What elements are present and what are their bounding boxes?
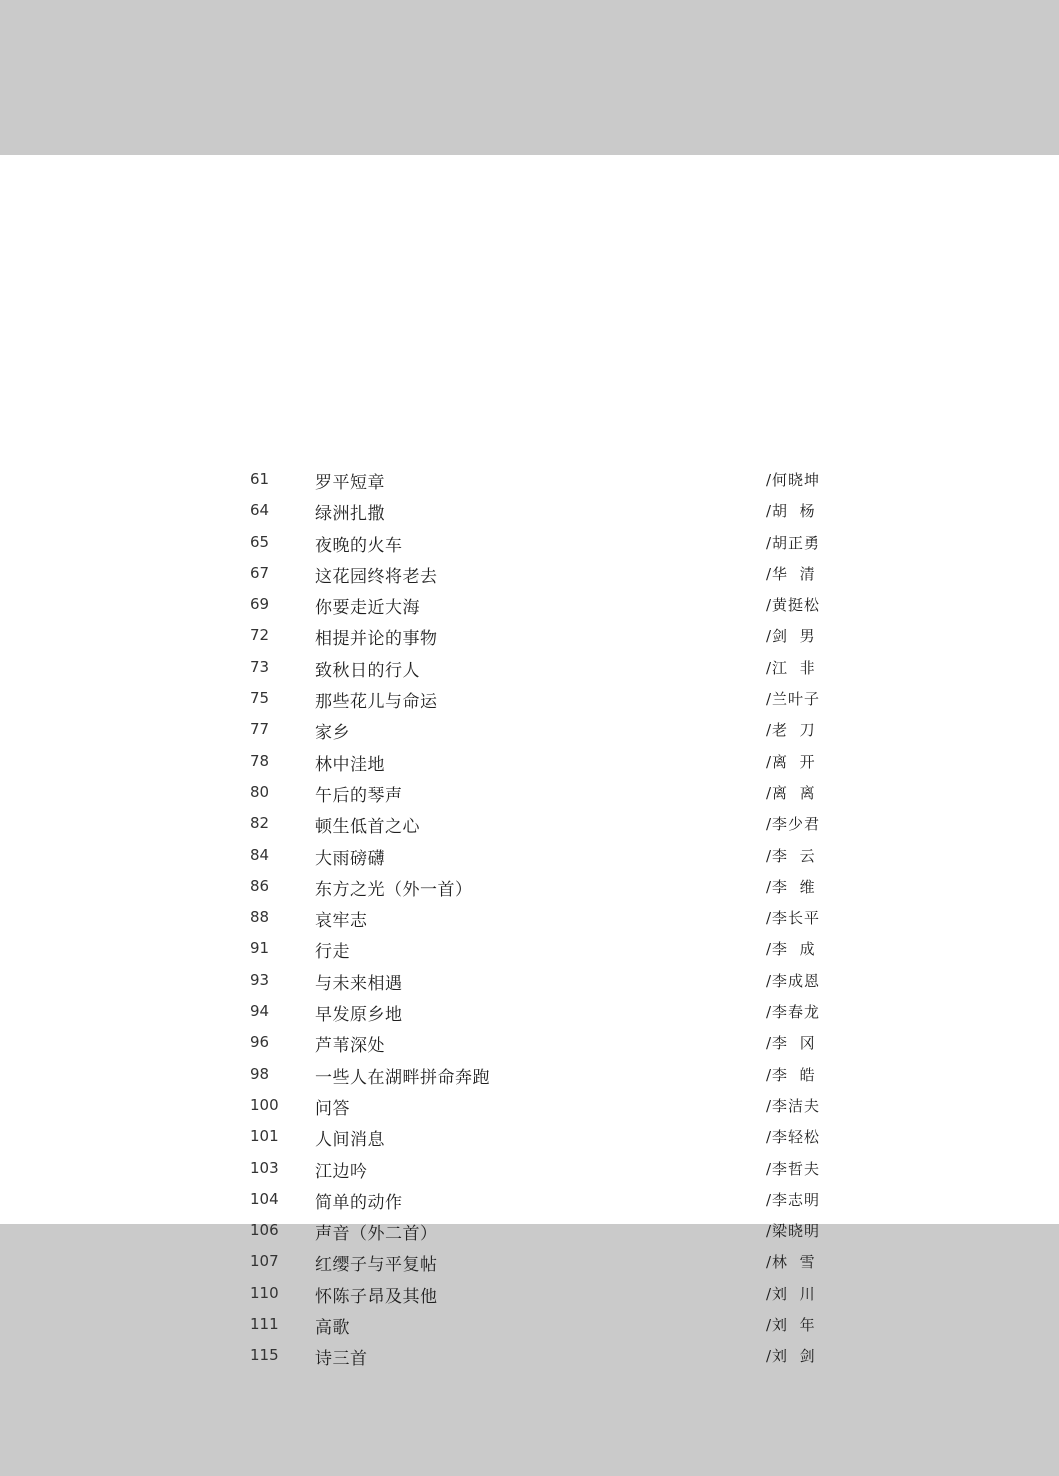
toc-title: 东方之光（外一首）: [315, 879, 473, 900]
toc-page-number: 96: [250, 1033, 270, 1052]
toc-entry: [0, 935, 1059, 966]
toc-page-number: 84: [250, 845, 270, 864]
toc-page-number: 75: [250, 689, 270, 708]
toc-title: 声音（外二首）: [315, 1224, 438, 1245]
toc-author: /老 刀: [766, 721, 816, 740]
toc-entry: [0, 497, 1059, 528]
toc-author: /兰叶子: [766, 690, 821, 709]
toc-title: 顿生低首之心: [315, 817, 420, 838]
toc-entry: [0, 716, 1059, 747]
toc-title: 你要走近大海: [315, 598, 420, 619]
toc-page-number: 61: [250, 470, 270, 488]
toc-entry: [0, 1280, 1059, 1311]
toc-page-number: 77: [250, 720, 270, 739]
toc-author: /胡正勇: [766, 533, 821, 552]
toc-entry: [0, 873, 1059, 904]
toc-title: 简单的动作: [315, 1192, 403, 1213]
table-of-contents: [0, 466, 1059, 1374]
toc-author: /离 开: [766, 752, 816, 771]
toc-author: /李 皓: [766, 1065, 816, 1084]
toc-title: 罗平短章: [315, 473, 385, 493]
toc-entry: [0, 560, 1059, 591]
toc-author: /刘 川: [766, 1284, 816, 1303]
toc-entry: [0, 1061, 1059, 1092]
toc-entry: [0, 1311, 1059, 1342]
toc-entry: [0, 842, 1059, 873]
toc-page-number: 65: [250, 532, 270, 551]
toc-title: 行走: [315, 942, 350, 963]
top-gray-band: [0, 0, 1059, 155]
toc-page-number: 98: [250, 1064, 270, 1083]
toc-entry: [0, 1342, 1059, 1373]
toc-entry: [0, 685, 1059, 716]
toc-title: 问答: [315, 1098, 350, 1119]
toc-author: /何晓坤: [766, 471, 821, 489]
toc-author: /离 离: [766, 783, 816, 802]
toc-entry: [0, 1092, 1059, 1123]
toc-page-number: 101: [250, 1127, 279, 1146]
toc-page-number: 106: [250, 1221, 279, 1240]
toc-title: 人间消息: [315, 1130, 385, 1151]
toc-author: /李长平: [766, 909, 821, 928]
toc-title: 怀陈子昂及其他: [315, 1286, 438, 1307]
toc-page-number: 86: [250, 876, 270, 895]
toc-author: /李 冈: [766, 1034, 816, 1053]
toc-page-number: 111: [250, 1315, 279, 1334]
toc-entry: [0, 654, 1059, 685]
toc-entry: [0, 1123, 1059, 1154]
toc-author: /刘 年: [766, 1316, 816, 1335]
toc-title: 一些人在湖畔拼命奔跑: [315, 1067, 490, 1088]
toc-author: /李少君: [766, 815, 821, 834]
toc-title: 那些花儿与命运: [315, 692, 438, 713]
toc-author: /李志明: [766, 1190, 821, 1209]
toc-author: /黄挺松: [766, 596, 821, 615]
toc-title: 绿洲扎撒: [315, 504, 385, 525]
toc-title: 高歌: [315, 1318, 350, 1339]
toc-author: /李 成: [766, 940, 816, 959]
toc-page-number: 82: [250, 814, 270, 833]
toc-title: 夜晚的火车: [315, 535, 403, 556]
toc-title: 大雨磅礴: [315, 848, 385, 869]
toc-title: 午后的琴声: [315, 785, 403, 806]
toc-entry: [0, 1248, 1059, 1279]
toc-title: 江边吟: [315, 1161, 368, 1182]
toc-page-number: 72: [250, 626, 270, 645]
toc-entry: [0, 1217, 1059, 1248]
toc-entry: [0, 1029, 1059, 1060]
toc-author: /李春龙: [766, 1003, 821, 1022]
toc-title: 诗三首: [315, 1349, 368, 1370]
toc-entry: [0, 466, 1059, 497]
toc-author: /胡 杨: [766, 502, 816, 521]
toc-author: /李哲夫: [766, 1159, 821, 1178]
toc-page-number: 100: [250, 1095, 279, 1114]
toc-page-number: 73: [250, 657, 270, 676]
toc-title: 家乡: [315, 723, 350, 744]
toc-page-number: 88: [250, 908, 270, 927]
toc-page-number: 69: [250, 595, 270, 614]
toc-entry: [0, 967, 1059, 998]
toc-page-number: 78: [250, 751, 270, 770]
toc-entry: [0, 779, 1059, 810]
toc-page-number: 94: [250, 1002, 270, 1021]
toc-title: 林中洼地: [315, 754, 385, 775]
toc-title: 哀牢志: [315, 911, 368, 932]
toc-page-number: 107: [250, 1252, 279, 1271]
toc-entry: [0, 810, 1059, 841]
toc-author: /林 雪: [766, 1253, 816, 1272]
toc-title: 相提并论的事物: [315, 629, 438, 650]
toc-author: /梁晓明: [766, 1222, 821, 1241]
toc-author: /李轻松: [766, 1128, 821, 1147]
toc-entry: [0, 1186, 1059, 1217]
toc-author: /李成恩: [766, 971, 821, 990]
toc-entry: [0, 748, 1059, 779]
toc-title: 红缨子与平复帖: [315, 1255, 438, 1276]
toc-entry: [0, 591, 1059, 622]
toc-author: /李洁夫: [766, 1096, 821, 1115]
toc-page-number: 115: [250, 1346, 279, 1365]
toc-entry: [0, 622, 1059, 653]
toc-page-number: 91: [250, 939, 270, 958]
toc-title: 早发原乡地: [315, 1005, 403, 1026]
toc-page-number: 80: [250, 782, 270, 801]
toc-title: 与未来相遇: [315, 973, 403, 994]
toc-page-number: 103: [250, 1158, 279, 1177]
toc-author: /刘 剑: [766, 1347, 816, 1366]
toc-page-number: 93: [250, 970, 270, 989]
toc-author: /剑 男: [766, 627, 816, 646]
toc-entry: [0, 998, 1059, 1029]
toc-page-number: 67: [250, 563, 270, 582]
toc-title: 这花园终将老去: [315, 566, 438, 587]
toc-page-number: 104: [250, 1189, 279, 1208]
toc-page-number: 110: [250, 1283, 279, 1302]
toc-entry: [0, 529, 1059, 560]
toc-entry: [0, 904, 1059, 935]
toc-title: 致秋日的行人: [315, 660, 420, 681]
toc-author: /华 清: [766, 564, 816, 583]
toc-author: /李 云: [766, 846, 816, 865]
toc-entry: [0, 1155, 1059, 1186]
toc-page-number: 64: [250, 501, 270, 520]
toc-author: /江 非: [766, 658, 816, 677]
toc-title: 芦苇深处: [315, 1036, 385, 1057]
toc-author: /李 维: [766, 877, 816, 896]
